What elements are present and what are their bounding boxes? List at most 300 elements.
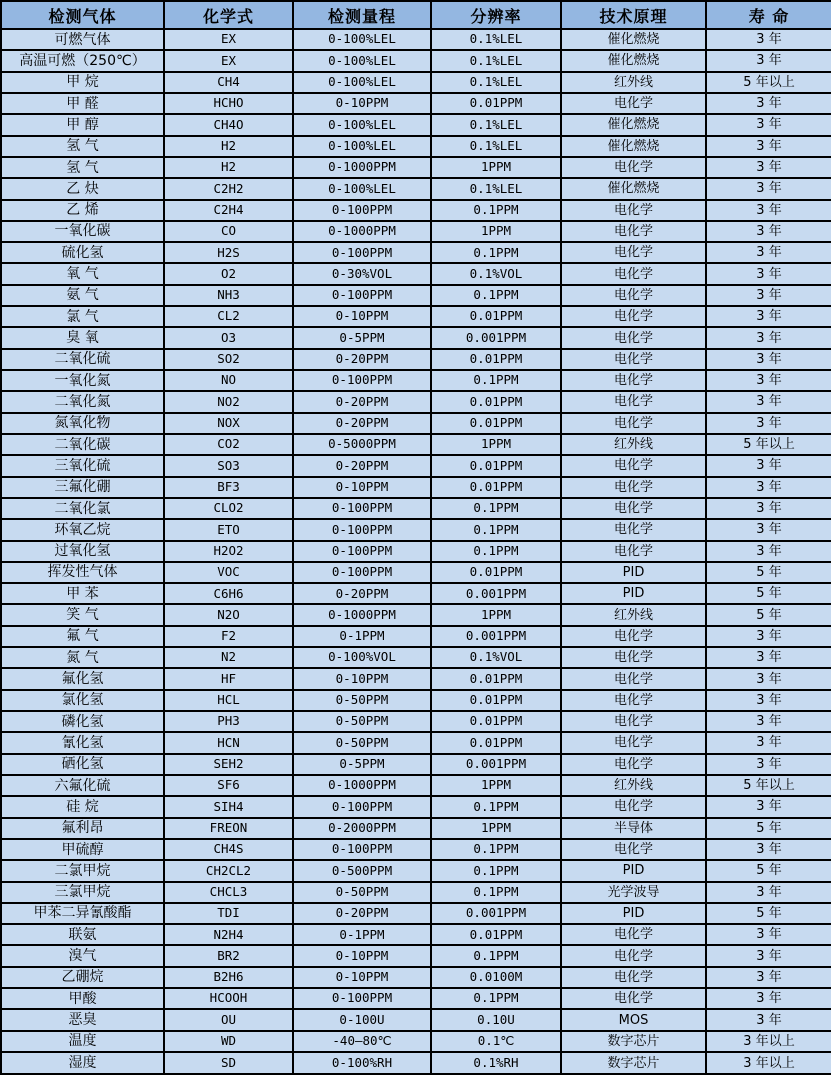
formula-cell: SIH4 xyxy=(164,796,293,817)
gas-cell: 二氧化氯 xyxy=(1,498,164,519)
principle-cell: 催化燃烧 xyxy=(561,29,706,50)
range-cell: 0-100PPM xyxy=(293,285,431,306)
life-cell: 5 年 xyxy=(706,583,831,604)
column-header-life: 寿 命 xyxy=(706,1,831,29)
table-row xyxy=(1,93,831,114)
table-row xyxy=(1,1009,831,1030)
column-header-gas: 检测气体 xyxy=(1,1,164,29)
life-cell: 3 年以上 xyxy=(706,1052,831,1074)
gas-cell: 氢 气 xyxy=(1,157,164,178)
table-row xyxy=(1,583,831,604)
principle-cell: 电化学 xyxy=(561,200,706,221)
gas-cell: 湿度 xyxy=(1,1052,164,1074)
table-row xyxy=(1,136,831,157)
range-cell: 0-10PPM xyxy=(293,945,431,966)
life-cell: 3 年 xyxy=(706,1009,831,1030)
principle-cell: 电化学 xyxy=(561,498,706,519)
principle-cell: 数字芯片 xyxy=(561,1052,706,1074)
resolution-cell: 1PPM xyxy=(431,157,561,178)
formula-cell: HCHO xyxy=(164,93,293,114)
life-cell: 3 年 xyxy=(706,626,831,647)
range-cell: 0-20PPM xyxy=(293,413,431,434)
gas-cell: 溴气 xyxy=(1,945,164,966)
life-cell: 3 年 xyxy=(706,882,831,903)
life-cell: 3 年 xyxy=(706,263,831,284)
principle-cell: 红外线 xyxy=(561,775,706,796)
column-header-resolution: 分辨率 xyxy=(431,1,561,29)
resolution-cell: 0.01PPM xyxy=(431,690,561,711)
formula-cell: NO2 xyxy=(164,391,293,412)
gas-cell: 二氯甲烷 xyxy=(1,860,164,881)
formula-cell: SEH2 xyxy=(164,754,293,775)
range-cell: 0-100%LEL xyxy=(293,114,431,135)
principle-cell: 电化学 xyxy=(561,732,706,753)
resolution-cell: 0.1%RH xyxy=(431,1052,561,1074)
life-cell: 5 年以上 xyxy=(706,72,831,93)
table-row xyxy=(1,455,831,476)
life-cell: 3 年 xyxy=(706,732,831,753)
resolution-cell: 0.001PPM xyxy=(431,327,561,348)
principle-cell: 电化学 xyxy=(561,988,706,1009)
table-body xyxy=(1,29,831,1074)
table-row xyxy=(1,221,831,242)
formula-cell: HCOOH xyxy=(164,988,293,1009)
resolution-cell: 0.01PPM xyxy=(431,477,561,498)
resolution-cell: 0.1PPM xyxy=(431,839,561,860)
resolution-cell: 1PPM xyxy=(431,775,561,796)
resolution-cell: 1PPM xyxy=(431,434,561,455)
range-cell: 0-50PPM xyxy=(293,711,431,732)
gas-cell: 六氟化硫 xyxy=(1,775,164,796)
resolution-cell: 0.1%VOL xyxy=(431,647,561,668)
resolution-cell: 0.01PPM xyxy=(431,924,561,945)
range-cell: 0-10PPM xyxy=(293,668,431,689)
range-cell: 0-100%LEL xyxy=(293,136,431,157)
principle-cell: 电化学 xyxy=(561,306,706,327)
range-cell: 0-20PPM xyxy=(293,903,431,924)
principle-cell: PID xyxy=(561,860,706,881)
formula-cell: CH4 xyxy=(164,72,293,93)
table-row xyxy=(1,519,831,540)
formula-cell: EX xyxy=(164,29,293,50)
formula-cell: H2 xyxy=(164,157,293,178)
table-row xyxy=(1,29,831,50)
gas-cell: 一氧化碳 xyxy=(1,221,164,242)
range-cell: 0-5000PPM xyxy=(293,434,431,455)
resolution-cell: 0.1PPM xyxy=(431,796,561,817)
table-row xyxy=(1,647,831,668)
resolution-cell: 1PPM xyxy=(431,604,561,625)
principle-cell: 电化学 xyxy=(561,839,706,860)
formula-cell: TDI xyxy=(164,903,293,924)
formula-cell: BR2 xyxy=(164,945,293,966)
principle-cell: 电化学 xyxy=(561,647,706,668)
table-row xyxy=(1,988,831,1009)
resolution-cell: 0.0100M xyxy=(431,967,561,988)
life-cell: 3 年 xyxy=(706,924,831,945)
life-cell: 3 年 xyxy=(706,647,831,668)
resolution-cell: 0.01PPM xyxy=(431,732,561,753)
formula-cell: SF6 xyxy=(164,775,293,796)
table-row xyxy=(1,732,831,753)
formula-cell: NO xyxy=(164,370,293,391)
formula-cell: WD xyxy=(164,1031,293,1052)
life-cell: 3 年 xyxy=(706,327,831,348)
resolution-cell: 0.1%LEL xyxy=(431,50,561,71)
life-cell: 3 年 xyxy=(706,157,831,178)
range-cell: 0-20PPM xyxy=(293,391,431,412)
formula-cell: SD xyxy=(164,1052,293,1074)
gas-cell: 三氟化硼 xyxy=(1,477,164,498)
life-cell: 3 年 xyxy=(706,754,831,775)
principle-cell: 电化学 xyxy=(561,391,706,412)
gas-cell: 甲 醇 xyxy=(1,114,164,135)
principle-cell: 电化学 xyxy=(561,221,706,242)
gas-cell: 氢 气 xyxy=(1,136,164,157)
table-row xyxy=(1,477,831,498)
principle-cell: 红外线 xyxy=(561,72,706,93)
range-cell: 0-100%LEL xyxy=(293,50,431,71)
range-cell: 0-1PPM xyxy=(293,626,431,647)
formula-cell: ETO xyxy=(164,519,293,540)
resolution-cell: 0.1%LEL xyxy=(431,178,561,199)
formula-cell: SO2 xyxy=(164,349,293,370)
gas-cell: 甲苯二异氰酸酯 xyxy=(1,903,164,924)
gas-cell: 甲酸 xyxy=(1,988,164,1009)
table-row xyxy=(1,945,831,966)
formula-cell: N2H4 xyxy=(164,924,293,945)
table-row xyxy=(1,306,831,327)
table-row xyxy=(1,114,831,135)
range-cell: 0-100PPM xyxy=(293,839,431,860)
range-cell: 0-100%LEL xyxy=(293,29,431,50)
gas-cell: 乙 烯 xyxy=(1,200,164,221)
gas-cell: 甲 醛 xyxy=(1,93,164,114)
table-header xyxy=(1,1,831,29)
table-row xyxy=(1,562,831,583)
table-row xyxy=(1,413,831,434)
range-cell: 0-100%VOL xyxy=(293,647,431,668)
principle-cell: 电化学 xyxy=(561,263,706,284)
range-cell: 0-100PPM xyxy=(293,541,431,562)
life-cell: 3 年 xyxy=(706,178,831,199)
principle-cell: PID xyxy=(561,562,706,583)
gas-cell: 氯化氢 xyxy=(1,690,164,711)
gas-cell: 氮氧化物 xyxy=(1,413,164,434)
life-cell: 3 年 xyxy=(706,668,831,689)
table-row xyxy=(1,967,831,988)
range-cell: 0-2000PPM xyxy=(293,818,431,839)
gas-cell: 硅 烷 xyxy=(1,796,164,817)
gas-cell: 甲硫醇 xyxy=(1,839,164,860)
range-cell: 0-20PPM xyxy=(293,583,431,604)
life-cell: 3 年以上 xyxy=(706,1031,831,1052)
principle-cell: PID xyxy=(561,583,706,604)
life-cell: 3 年 xyxy=(706,391,831,412)
table-row xyxy=(1,839,831,860)
resolution-cell: 0.1℃ xyxy=(431,1031,561,1052)
life-cell: 5 年 xyxy=(706,903,831,924)
formula-cell: EX xyxy=(164,50,293,71)
life-cell: 3 年 xyxy=(706,50,831,71)
life-cell: 5 年 xyxy=(706,604,831,625)
gas-cell: 三氧化硫 xyxy=(1,455,164,476)
principle-cell: 电化学 xyxy=(561,242,706,263)
resolution-cell: 0.01PPM xyxy=(431,668,561,689)
gas-cell: 二氧化碳 xyxy=(1,434,164,455)
resolution-cell: 0.01PPM xyxy=(431,93,561,114)
principle-cell: 电化学 xyxy=(561,626,706,647)
formula-cell: PH3 xyxy=(164,711,293,732)
table-row xyxy=(1,626,831,647)
resolution-cell: 0.10U xyxy=(431,1009,561,1030)
gas-cell: 氮 气 xyxy=(1,647,164,668)
formula-cell: CL2 xyxy=(164,306,293,327)
life-cell: 3 年 xyxy=(706,498,831,519)
formula-cell: O2 xyxy=(164,263,293,284)
formula-cell: HCL xyxy=(164,690,293,711)
gas-cell: 甲 苯 xyxy=(1,583,164,604)
table-row xyxy=(1,882,831,903)
gas-cell: 三氯甲烷 xyxy=(1,882,164,903)
formula-cell: CO2 xyxy=(164,434,293,455)
gas-cell: 臭 氧 xyxy=(1,327,164,348)
life-cell: 5 年以上 xyxy=(706,434,831,455)
formula-cell: OU xyxy=(164,1009,293,1030)
table-row xyxy=(1,285,831,306)
table-row xyxy=(1,668,831,689)
principle-cell: 电化学 xyxy=(561,327,706,348)
principle-cell: 红外线 xyxy=(561,434,706,455)
resolution-cell: 0.1PPM xyxy=(431,988,561,1009)
formula-cell: C2H4 xyxy=(164,200,293,221)
gas-cell: 高温可燃（250℃） xyxy=(1,50,164,71)
range-cell: 0-50PPM xyxy=(293,690,431,711)
formula-cell: H2S xyxy=(164,242,293,263)
life-cell: 3 年 xyxy=(706,285,831,306)
table-row xyxy=(1,50,831,71)
life-cell: 5 年以上 xyxy=(706,775,831,796)
principle-cell: 电化学 xyxy=(561,754,706,775)
range-cell: 0-5PPM xyxy=(293,327,431,348)
range-cell: 0-500PPM xyxy=(293,860,431,881)
gas-cell: 二氧化氮 xyxy=(1,391,164,412)
life-cell: 3 年 xyxy=(706,242,831,263)
life-cell: 5 年 xyxy=(706,860,831,881)
life-cell: 3 年 xyxy=(706,711,831,732)
resolution-cell: 0.01PPM xyxy=(431,391,561,412)
formula-cell: C2H2 xyxy=(164,178,293,199)
principle-cell: 电化学 xyxy=(561,519,706,540)
range-cell: 0-20PPM xyxy=(293,349,431,370)
principle-cell: 数字芯片 xyxy=(561,1031,706,1052)
resolution-cell: 0.01PPM xyxy=(431,711,561,732)
principle-cell: 电化学 xyxy=(561,967,706,988)
formula-cell: B2H6 xyxy=(164,967,293,988)
table-row xyxy=(1,818,831,839)
formula-cell: CHCL3 xyxy=(164,882,293,903)
formula-cell: CH4S xyxy=(164,839,293,860)
range-cell: 0-10PPM xyxy=(293,93,431,114)
table-row xyxy=(1,157,831,178)
formula-cell: FREON xyxy=(164,818,293,839)
resolution-cell: 0.001PPM xyxy=(431,626,561,647)
life-cell: 3 年 xyxy=(706,349,831,370)
gas-cell: 硫化氢 xyxy=(1,242,164,263)
gas-cell: 氯 气 xyxy=(1,306,164,327)
gas-cell: 氟化氢 xyxy=(1,668,164,689)
formula-cell: NOX xyxy=(164,413,293,434)
range-cell: 0-100PPM xyxy=(293,370,431,391)
range-cell: 0-100PPM xyxy=(293,988,431,1009)
resolution-cell: 0.1PPM xyxy=(431,370,561,391)
resolution-cell: 0.01PPM xyxy=(431,349,561,370)
life-cell: 3 年 xyxy=(706,945,831,966)
table-row xyxy=(1,327,831,348)
principle-cell: 催化燃烧 xyxy=(561,114,706,135)
range-cell: 0-50PPM xyxy=(293,732,431,753)
gas-cell: 环氧乙烷 xyxy=(1,519,164,540)
gas-cell: 甲 烷 xyxy=(1,72,164,93)
range-cell: 0-1000PPM xyxy=(293,604,431,625)
table-row xyxy=(1,178,831,199)
formula-cell: CH2CL2 xyxy=(164,860,293,881)
resolution-cell: 0.01PPM xyxy=(431,306,561,327)
gas-cell: 二氧化硫 xyxy=(1,349,164,370)
principle-cell: 电化学 xyxy=(561,924,706,945)
range-cell: 0-100PPM xyxy=(293,519,431,540)
table-row xyxy=(1,263,831,284)
formula-cell: VOC xyxy=(164,562,293,583)
gas-cell: 氰化氢 xyxy=(1,732,164,753)
life-cell: 3 年 xyxy=(706,455,831,476)
gas-cell: 氟 气 xyxy=(1,626,164,647)
range-cell: 0-100PPM xyxy=(293,242,431,263)
principle-cell: 红外线 xyxy=(561,604,706,625)
table-row xyxy=(1,541,831,562)
table-row xyxy=(1,391,831,412)
life-cell: 3 年 xyxy=(706,988,831,1009)
life-cell: 3 年 xyxy=(706,967,831,988)
resolution-cell: 0.1%LEL xyxy=(431,72,561,93)
gas-cell: 过氧化氢 xyxy=(1,541,164,562)
table-row xyxy=(1,754,831,775)
resolution-cell: 0.001PPM xyxy=(431,754,561,775)
range-cell: 0-1PPM xyxy=(293,924,431,945)
range-cell: 0-20PPM xyxy=(293,455,431,476)
formula-cell: N2O xyxy=(164,604,293,625)
principle-cell: 催化燃烧 xyxy=(561,50,706,71)
formula-cell: H2 xyxy=(164,136,293,157)
range-cell: 0-50PPM xyxy=(293,882,431,903)
range-cell: 0-100PPM xyxy=(293,200,431,221)
range-cell: 0-100U xyxy=(293,1009,431,1030)
range-cell: 0-1000PPM xyxy=(293,775,431,796)
resolution-cell: 0.01PPM xyxy=(431,413,561,434)
principle-cell: 电化学 xyxy=(561,157,706,178)
gas-cell: 挥发性气体 xyxy=(1,562,164,583)
table-row xyxy=(1,370,831,391)
formula-cell: NH3 xyxy=(164,285,293,306)
life-cell: 3 年 xyxy=(706,306,831,327)
gas-cell: 磷化氢 xyxy=(1,711,164,732)
resolution-cell: 0.1%LEL xyxy=(431,29,561,50)
life-cell: 3 年 xyxy=(706,519,831,540)
gas-cell: 乙 炔 xyxy=(1,178,164,199)
life-cell: 3 年 xyxy=(706,370,831,391)
principle-cell: PID xyxy=(561,903,706,924)
range-cell: 0-10PPM xyxy=(293,967,431,988)
formula-cell: CH4O xyxy=(164,114,293,135)
principle-cell: 电化学 xyxy=(561,796,706,817)
table-row xyxy=(1,200,831,221)
resolution-cell: 0.1%LEL xyxy=(431,114,561,135)
principle-cell: 电化学 xyxy=(561,690,706,711)
table-row xyxy=(1,72,831,93)
life-cell: 3 年 xyxy=(706,477,831,498)
formula-cell: CLO2 xyxy=(164,498,293,519)
formula-cell: BF3 xyxy=(164,477,293,498)
formula-cell: F2 xyxy=(164,626,293,647)
range-cell: 0-10PPM xyxy=(293,477,431,498)
range-cell: 0-100PPM xyxy=(293,498,431,519)
resolution-cell: 0.1PPM xyxy=(431,242,561,263)
range-cell: 0-30%VOL xyxy=(293,263,431,284)
principle-cell: 催化燃烧 xyxy=(561,178,706,199)
table-row xyxy=(1,1052,831,1074)
principle-cell: 电化学 xyxy=(561,285,706,306)
principle-cell: 电化学 xyxy=(561,945,706,966)
table-row xyxy=(1,349,831,370)
table-row xyxy=(1,903,831,924)
resolution-cell: 0.1%LEL xyxy=(431,136,561,157)
range-cell: 0-5PPM xyxy=(293,754,431,775)
life-cell: 3 年 xyxy=(706,200,831,221)
resolution-cell: 1PPM xyxy=(431,221,561,242)
resolution-cell: 0.1PPM xyxy=(431,519,561,540)
resolution-cell: 0.1PPM xyxy=(431,945,561,966)
column-header-range: 检测量程 xyxy=(293,1,431,29)
resolution-cell: 0.1PPM xyxy=(431,498,561,519)
principle-cell: 半导体 xyxy=(561,818,706,839)
table-row xyxy=(1,690,831,711)
table-row xyxy=(1,711,831,732)
life-cell: 3 年 xyxy=(706,221,831,242)
range-cell: 0-100%LEL xyxy=(293,178,431,199)
table-row xyxy=(1,242,831,263)
resolution-cell: 0.001PPM xyxy=(431,903,561,924)
life-cell: 3 年 xyxy=(706,541,831,562)
resolution-cell: 0.1%VOL xyxy=(431,263,561,284)
life-cell: 3 年 xyxy=(706,114,831,135)
gas-cell: 一氧化氮 xyxy=(1,370,164,391)
formula-cell: HF xyxy=(164,668,293,689)
life-cell: 3 年 xyxy=(706,93,831,114)
life-cell: 5 年 xyxy=(706,818,831,839)
table-row xyxy=(1,604,831,625)
gas-cell: 氟利昂 xyxy=(1,818,164,839)
range-cell: 0-1000PPM xyxy=(293,157,431,178)
principle-cell: MOS xyxy=(561,1009,706,1030)
principle-cell: 电化学 xyxy=(561,93,706,114)
gas-cell: 可燃气体 xyxy=(1,29,164,50)
formula-cell: C6H6 xyxy=(164,583,293,604)
gas-cell: 联氨 xyxy=(1,924,164,945)
life-cell: 3 年 xyxy=(706,839,831,860)
table-row xyxy=(1,860,831,881)
life-cell: 3 年 xyxy=(706,413,831,434)
resolution-cell: 0.1PPM xyxy=(431,285,561,306)
